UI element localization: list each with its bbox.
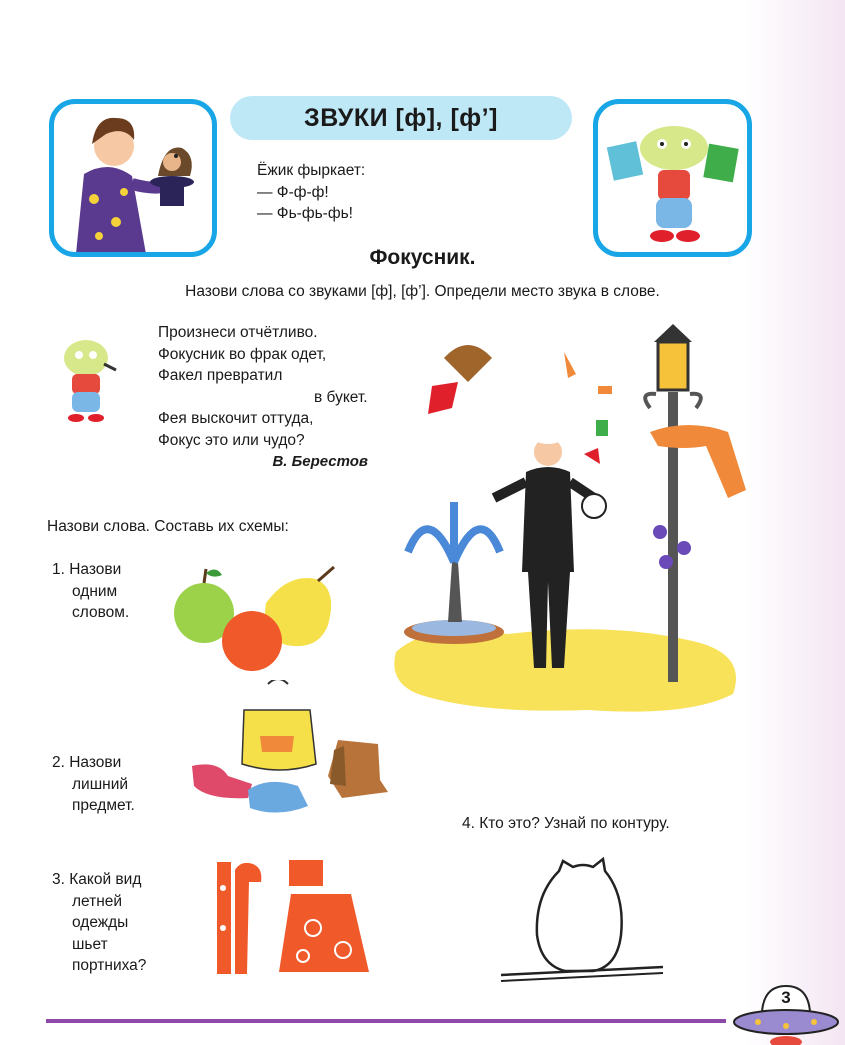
task-3	[52, 869, 146, 977]
task-2-line: лишний	[72, 775, 129, 793]
task-1-line: словом.	[72, 604, 130, 621]
tasks-intro: Назови слова. Составь их схемы:	[47, 518, 289, 535]
poem-line: Факел превратил	[158, 367, 283, 384]
fabric-pieces-illustration	[213, 858, 373, 980]
task-3-line: портниха?	[72, 957, 147, 974]
intro-text	[257, 160, 365, 225]
poem-line: Фокус это или чудо?	[158, 431, 305, 449]
task-3-line: летней	[72, 892, 123, 910]
task-4: 4. Кто это? Узнай по контуру.	[462, 815, 670, 832]
task-3-line: одежды	[72, 914, 129, 931]
apron-shoes-illustration	[188, 680, 393, 825]
illustration-magician-hedgehog-frame	[49, 99, 217, 257]
section-heading: Фокусник.	[369, 246, 476, 269]
intro-line-2: — Ф-ф-ф!	[257, 183, 329, 201]
poem	[158, 322, 368, 473]
task-2-line: предмет.	[72, 797, 135, 814]
footer-divider	[46, 1019, 726, 1023]
intro-line-1: Ёжик фыркает:	[257, 162, 366, 179]
owl-outline-illustration	[497, 855, 667, 985]
intro-line-3: — Фь-фь-фь!	[257, 205, 353, 222]
task-1	[52, 559, 129, 624]
magician-scene-illustration	[388, 322, 758, 720]
task-3-line: 3. Какой вид	[52, 871, 142, 888]
page-title: ЗВУКИ [ф], [ф’]	[230, 96, 572, 140]
task-2-line: 2. Назови	[52, 754, 122, 771]
task-1-line: 1. Назови	[52, 561, 122, 578]
illustration-alien-cards-frame	[593, 99, 752, 257]
alien-microphone-illustration	[50, 330, 130, 430]
task-3-line: шьет	[72, 935, 108, 953]
poem-line: Произнеси отчётливо.	[158, 324, 318, 341]
task-2	[52, 752, 135, 817]
task-1-line: одним	[72, 582, 118, 600]
magician-hedgehog-illustration	[54, 104, 212, 252]
poem-line: в букет.	[314, 388, 368, 406]
poem-author: В. Берестов	[272, 453, 368, 470]
alien-cards-illustration	[598, 104, 747, 252]
fruits-illustration	[170, 563, 350, 673]
page-number: 3	[781, 988, 791, 1007]
poem-line: Фея выскочит оттуда,	[158, 410, 314, 427]
section-instruction: Назови слова со звуками [ф], [ф’]. Определи место звука в слове.	[185, 283, 660, 300]
poem-line: Фокусник во фрак одет,	[158, 345, 327, 363]
